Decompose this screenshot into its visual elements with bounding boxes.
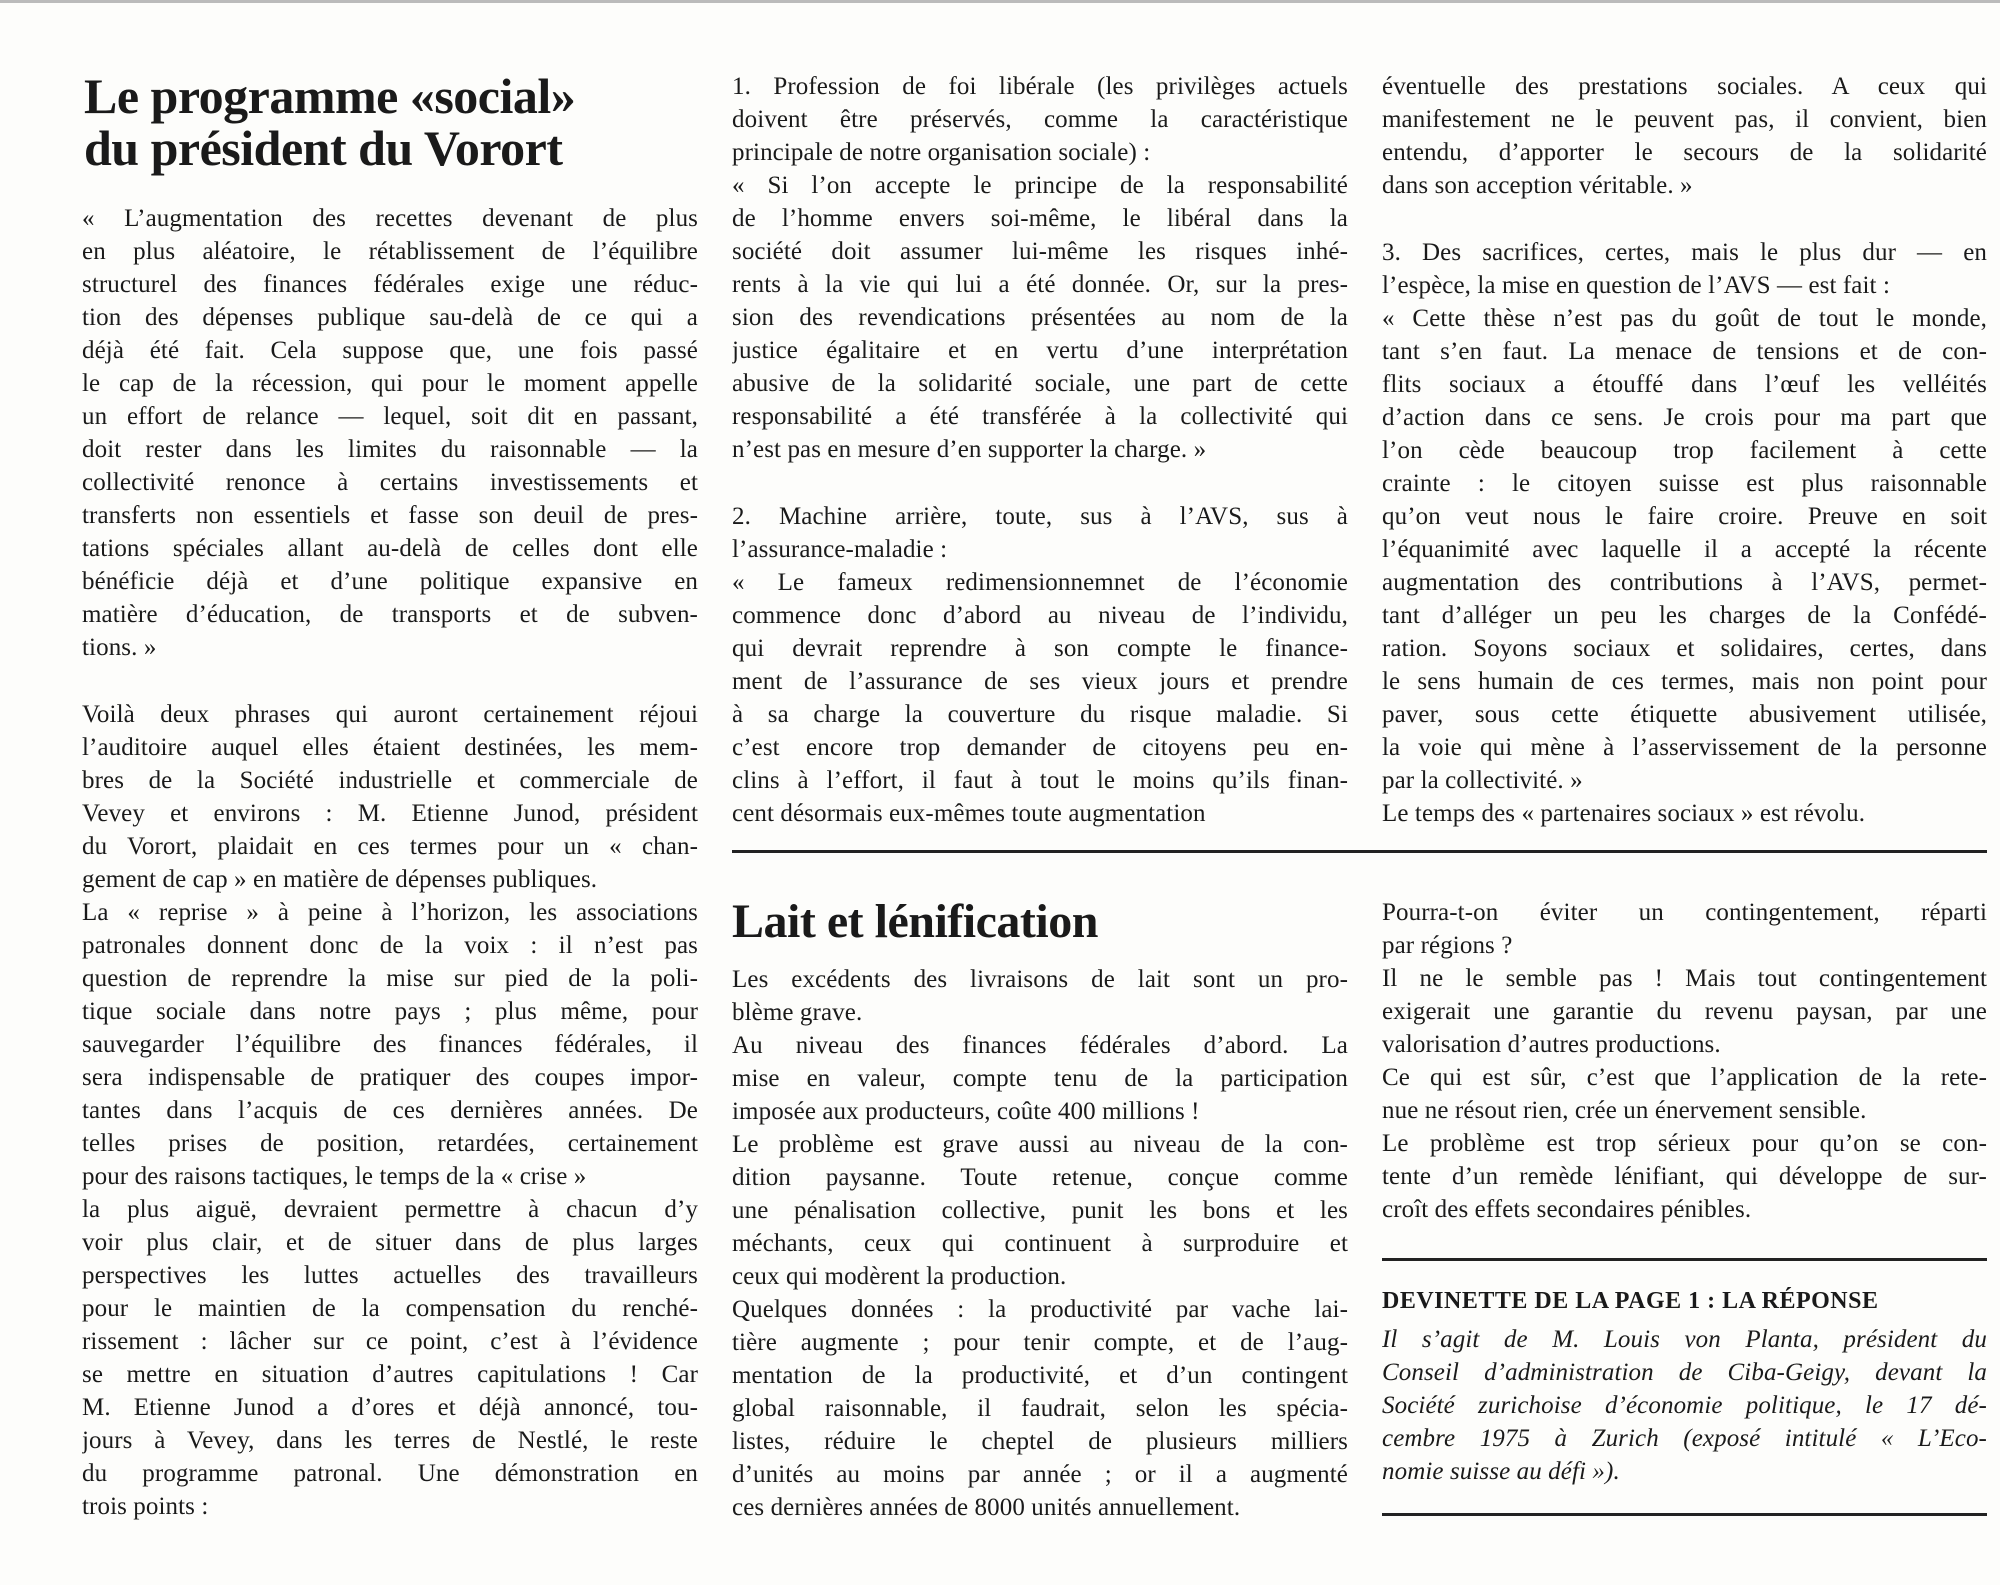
text-line: doivent être préservés, comme la caractéristique [732,106,1348,133]
text-line: de l’homme envers soi-même, le libéral dans la [732,205,1348,232]
text-line: se mettre en situation d’autres capitulations ! Car [82,1361,698,1388]
article2-body-b [1382,896,1987,1226]
text-line: cembre 1975 à Zurich (exposé intitulé « L’Eco- [1382,1425,1987,1452]
text-line: éventuelle des prestations sociales. A ceux qui [1382,73,1987,100]
text-line: entendu, d’apporter le secours de la solidarité [1382,139,1987,166]
text-line: l’auditoire auquel elles étaient destinées, les mem- [82,734,698,761]
article1-point-2-continued [1382,70,1987,202]
text-line: commence donc d’abord au niveau de l’individu, [732,602,1348,629]
text-line: du programme patronal. Une démonstration en [82,1460,698,1487]
text-line: matière d’éducation, de transports et de subven- [82,601,698,628]
text-line: voir plus clair, et de situer dans de plus larges [82,1229,698,1256]
text-line: une pénalisation collective, punit les bons et les [732,1197,1348,1224]
text-line: tant s’en faut. La menace de tensions et de con- [1382,338,1987,365]
text-line: l’assurance-maladie : [732,536,948,563]
text-line: l’espèce, la mise en question de l’AVS — est fait : [1382,272,1890,299]
text-line: bénéficie déjà et d’une politique expansive en [82,568,698,595]
text-line: transferts non essentiels et fasse son deuil de pres- [82,502,698,529]
article2-body-a [732,963,1348,1524]
text-line: Conseil d’administration de Ciba-Geigy, devant la [1382,1359,1987,1386]
text-line: Les excédents des livraisons de lait sont un pro- [732,966,1348,993]
text-line: Voilà deux phrases qui auront certainement réjoui [82,701,698,728]
text-line: valorisation d’autres productions. [1382,1031,1721,1058]
devinette-answer [1382,1323,1987,1488]
text-line: paver, sous cette étiquette abusivement utilisée, [1382,701,1987,728]
article1-quote-paragraph [82,202,698,664]
text-line: Il ne le semble pas ! Mais tout contingentement [1382,965,1987,992]
text-line: mentation de la productivité, et d’un contingent [732,1362,1348,1389]
article1-point-1 [732,70,1348,466]
text-line: Le problème est grave aussi au niveau de la con- [732,1131,1348,1158]
article1-point-2 [732,500,1348,830]
text-line: ment de l’assurance de ses vieux jours et prendre [732,668,1348,695]
text-line: rissement : lâcher sur ce point, c’est à l’évidence [82,1328,698,1355]
text-line: perspectives les luttes actuelles des travailleurs [82,1262,698,1289]
article1-commentary-paragraph [82,698,698,1523]
text-line: du Vorort, plaidait en ces termes pour un « chan- [82,833,698,860]
text-line: qui devrait reprendre à son compte le finance- [732,635,1348,662]
text-line: « Cette thèse n’est pas du goût de tout le monde, [1382,305,1987,332]
text-line: nue ne résout rien, crée un énervement sensible. [1382,1097,1867,1124]
text-line: exigerait une garantie du revenu paysan, par une [1382,998,1987,1025]
text-line: ceux qui modèrent la production. [732,1263,1067,1290]
text-line: nomie suisse au défi »). [1382,1458,1620,1485]
text-line: tant d’alléger un peu les charges de la Confédé- [1382,602,1987,629]
text-line: croît des effets secondaires pénibles. [1382,1196,1752,1223]
text-line: en plus aléatoire, le rétablissement de l’équilibre [82,238,698,265]
text-line: sion des revendications présentées au nom de la [732,304,1348,331]
text-line: gement de cap » en matière de dépenses publiques. [82,866,598,893]
text-line: d’action dans ce sens. Je crois pour ma part que [1382,404,1987,431]
text-line: 2. Machine arrière, toute, sus à l’AVS, sus à [732,503,1348,530]
text-line: ces dernières années de 8000 unités annuellement. [732,1494,1241,1521]
text-line: ration. Soyons sociaux et solidaires, certes, dans [1382,635,1987,662]
text-line: méchants, ceux qui continuent à surproduire et [732,1230,1348,1257]
article-separator-rule [732,850,1987,853]
text-line: à sa charge la couverture du risque maladie. Si [732,701,1348,728]
text-line: le sens humain de ces termes, mais non point pour [1382,668,1987,695]
text-line: blème grave. [732,999,863,1026]
text-line: collectivité renonce à certains investissements et [82,469,698,496]
text-line: tière augmente ; pour tenir compte, et de l’aug- [732,1329,1348,1356]
text-line: un effort de relance — lequel, soit dit en passant, [82,403,698,430]
text-line: par la collectivité. » [1382,767,1583,794]
article-title-line-1: Le programme «social» [84,68,576,124]
text-line: crainte : le citoyen suisse est plus raisonnable [1382,470,1987,497]
article-title-line-2: du président du Vorort [84,120,563,176]
text-line: tique sociale dans notre pays ; plus même, pour [82,998,698,1025]
text-line: « L’augmentation des recettes devenant de plus [82,205,698,232]
text-line: tente d’un remède lénifiant, qui développe de sur- [1382,1163,1987,1190]
text-line: clins à l’effort, il faut à tout le moins qu’ils finan- [732,767,1348,794]
devinette-top-rule [1382,1258,1987,1261]
text-line: sera indispensable de pratiquer des coupes impor- [82,1064,698,1091]
devinette-bottom-rule [1382,1513,1987,1516]
article1-closing-line: Le temps des « partenaires sociaux » est révolu. [1382,800,1866,827]
text-line: tations spéciales allant au-delà de celles dont elle [82,535,698,562]
text-line: cent désormais eux-mêmes toute augmentation [732,800,1206,827]
text-line: la plus aiguë, devraient permettre à chacun d’y [82,1196,698,1223]
article1-point-3 [1382,236,1987,797]
text-line: La « reprise » à peine à l’horizon, les associations [82,899,698,926]
text-line: question de reprendre la mise sur pied de la poli- [82,965,698,992]
text-line: abusive de la solidarité sociale, une part de cette [732,370,1348,397]
text-line: tion des dépenses publique sau-delà de ce qui a [82,304,698,331]
text-line: responsabilité a été transférée à la collectivité qui [732,403,1348,430]
text-line: global raisonnable, il faudrait, selon les spécia- [732,1395,1348,1422]
text-line: l’équanimité avec laquelle il a accepté la récente [1382,536,1987,563]
text-line: augmentation des contributions à l’AVS, permet- [1382,569,1987,596]
text-line: la voie qui mène à l’asservissement de la personne [1382,734,1987,761]
page-top-rule [0,0,2000,3]
text-line: Il s’agit de M. Louis von Planta, président du [1382,1326,1987,1353]
text-line: manifestement ne le peuvent pas, il convient, bien [1382,106,1987,133]
text-line: le cap de la récession, qui pour le moment appelle [82,370,698,397]
text-line: « Le fameux redimensionnemnet de l’économie [732,569,1348,596]
devinette-title: DEVINETTE DE LA PAGE 1 : LA RÉPONSE [1382,1288,1879,1314]
text-line: dans son acception véritable. » [1382,172,1693,199]
text-line: Ce qui est sûr, c’est que l’application de la rete- [1382,1064,1987,1091]
text-line: imposée aux producteurs, coûte 400 millions ! [732,1098,1200,1125]
text-line: Au niveau des finances fédérales d’abord. La [732,1032,1348,1059]
text-line: Le problème est trop sérieux pour qu’on se con- [1382,1130,1987,1157]
text-line: qu’on veut nous le faire croire. Preuve en soit [1382,503,1987,530]
text-line: sauvegarder l’équilibre des finances fédérales, il [82,1031,698,1058]
text-line: n’est pas en mesure d’en supporter la charge. » [732,436,1207,463]
text-line: doit rester dans les limites du raisonnable — la [82,436,698,463]
text-line: par régions ? [1382,932,1513,959]
text-line: tantes dans l’acquis de ces dernières années. De [82,1097,698,1124]
text-line: bres de la Société industrielle et commerciale de [82,767,698,794]
text-line: c’est encore trop demander de citoyens peu en- [732,734,1348,761]
text-line: listes, réduire le cheptel de plusieurs milliers [732,1428,1348,1455]
text-line: Société zurichoise d’économie politique, le 17 dé- [1382,1392,1987,1419]
text-line: patronales donnent donc de la voix : il n’est pas [82,932,698,959]
text-line: d’unités au moins par année ; or il a augmenté [732,1461,1348,1488]
text-line: « Si l’on accepte le principe de la responsabilité [732,172,1348,199]
text-line: Pourra-t-on éviter un contingentement, réparti [1382,899,1987,926]
text-line: telles prises de position, retardées, certainement [82,1130,698,1157]
text-line: pour le maintien de la compensation du renché- [82,1295,698,1322]
text-line: structurel des finances fédérales exige une réduc- [82,271,698,298]
text-line: trois points : [82,1493,209,1520]
text-line: Vevey et environs : M. Etienne Junod, président [82,800,698,827]
text-line: M. Etienne Junod a d’ores et déjà annoncé, tou- [82,1394,698,1421]
text-line: flits sociaux a étouffé dans l’œuf les velléités [1382,371,1987,398]
text-line: jours à Vevey, dans les terres de Nestlé, le reste [82,1427,698,1454]
text-line: pour des raisons tactiques, le temps de la « crise » [82,1163,587,1190]
article2-title: Lait et lénification [732,895,1098,948]
text-line: mise en valeur, compte tenu de la participation [732,1065,1348,1092]
text-line: déjà été fait. Cela suppose que, une fois passé [82,337,698,364]
text-line: rents à la vie qui lui a été donnée. Or, sur la pres- [732,271,1348,298]
text-line: société doit assumer lui-même les risques inhé- [732,238,1348,265]
text-line: 3. Des sacrifices, certes, mais le plus dur — en [1382,239,1987,266]
text-line: 1. Profession de foi libérale (les privilèges actuels [732,73,1348,100]
text-line: tions. » [82,634,157,661]
text-line: Quelques données : la productivité par vache lai- [732,1296,1348,1323]
text-line: principale de notre organisation sociale) : [732,139,1151,166]
text-line: justice égalitaire et en vertu d’une interprétation [732,337,1348,364]
text-line: dition paysanne. Toute retenue, conçue comme [732,1164,1348,1191]
text-line: l’on cède beaucoup trop facilement à cette [1382,437,1987,464]
